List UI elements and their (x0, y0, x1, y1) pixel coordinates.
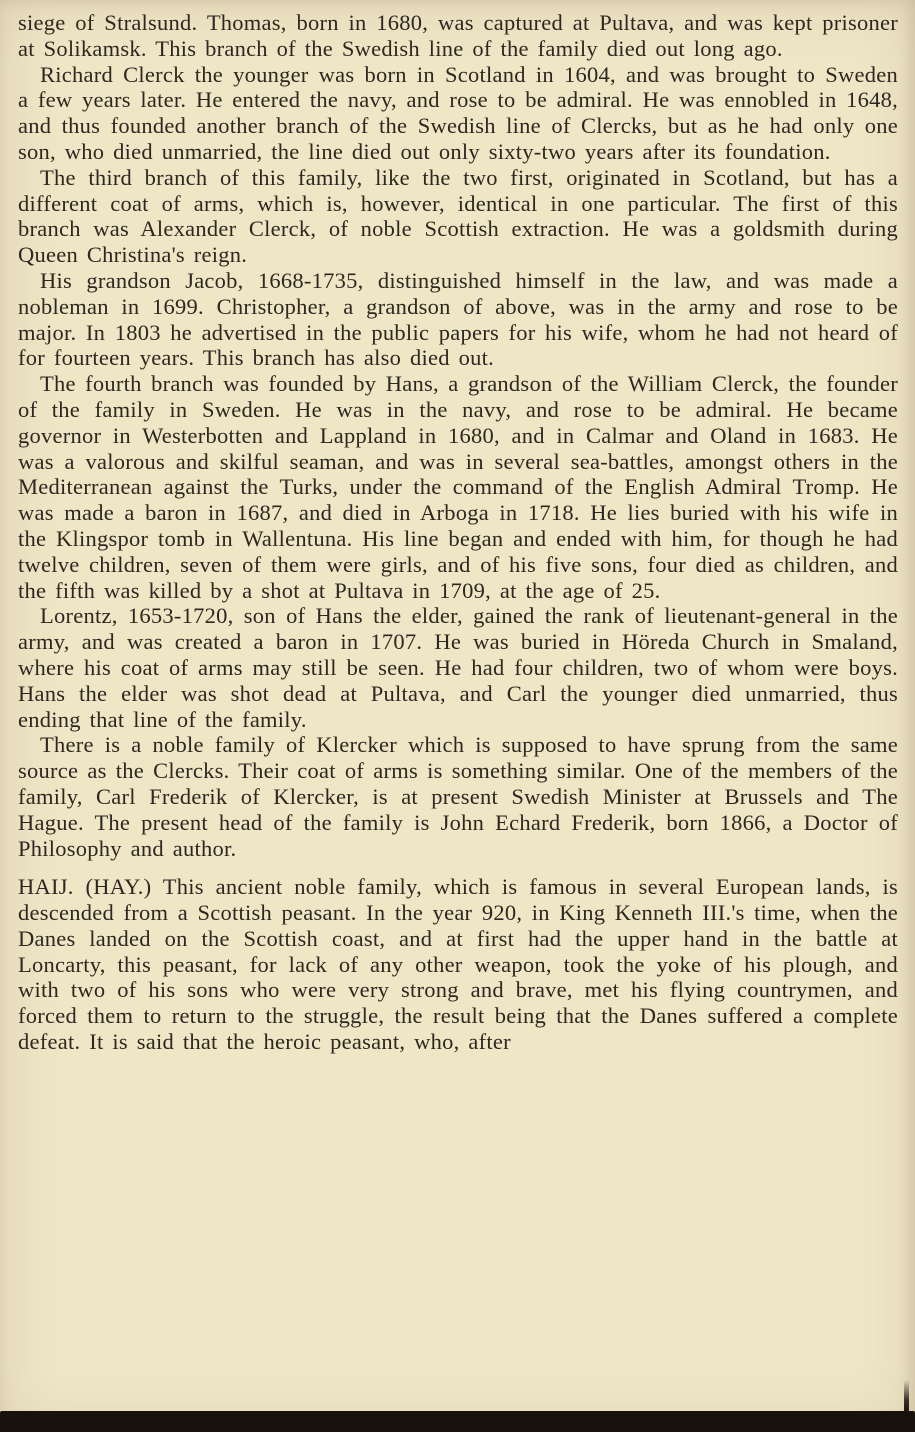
entry-paragraph-haij: HAIJ. (HAY.) This ancient noble family, which is famous in several European lands, is descended from a Scottish peasant. In the year 920, in King Kenneth III.'s time, when the Danes landed on the Scottish coast, and at first had the upper hand in the battle at Loncarty, this peasant, for lack of any other weapon, took the yoke of his plough, and with two of his sons who were very strong and brave, met his flying countrymen, and forced them to return to the struggle, the result being that the Danes suffered a complete defeat. It is said that the heroic peasant, who, after (18, 874, 898, 1055)
body-paragraph-klercker-family: There is a noble family of Klercker which is supposed to have sprung from the same source as the Clercks. Their coat of arms is something similar. One of the members of the family, Carl Frederik of Klercker, is at present Swedish Minister at Brussels and The Hague. The present head of the family is John Echard Frederik, born 1866, a Doctor of Philosophy and author. (18, 732, 898, 861)
body-paragraph-third-branch: The third branch of this family, like the two first, originated in Scotland, but has a different coat of arms, which is, however, identical in one particular. The first of this branch was Alexander Clerck, of noble Scottish extraction. He was a goldsmith during Queen Christina's reign. (18, 164, 898, 268)
scan-edge-bottom (0, 1411, 915, 1432)
body-paragraph-grandson-jacob: His grandson Jacob, 1668-1735, distinguished himself in the law, and was made a nobleman in 1699. Christopher, a grandson of above, was in the army and rose to be major. In 1803 he advertised in the public papers for his wife, whom he had not heard of for fourteen years. This branch has also died out. (18, 267, 898, 371)
body-paragraph-fourth-branch: The fourth branch was founded by Hans, a grandson of the William Clerck, the founder of the family in Sweden. He was in the navy, and rose to be admiral. He became governor in Westerbotten and Lappland in 1680, and in Calmar and Oland in 1683. He was a valorous and skilful seaman, and was in several sea-battles, amongst others in the Mediterranean against the Turks, under the command of the English Admiral Tromp. He was made a baron in 1687, and died in Arboga in 1718. He lies buried with his wife in the Klingspor tomb in Wallentuna. His line began and ended with him, for though he had twelve children, seven of them were girls, and of his five sons, four died as children, and the fifth was killed by a shot at Pultava in 1709, at the age of 25. (18, 371, 898, 603)
body-paragraph-lorentz: Lorentz, 1653-1720, son of Hans the elder, gained the rank of lieutenant-general in the army, and was created a baron in 1707. He was buried in Höreda Church in Smaland, where his coat of arms may still be seen. He had four children, two of whom were boys. Hans the elder was shot dead at Pultava, and Carl the younger died unmarried, thus ending that line of the family. (18, 603, 898, 732)
scan-edge-right (904, 1380, 909, 1414)
body-paragraph-richard-clerck: Richard Clerck the younger was born in Scotland in 1604, and was brought to Sweden a few years later. He entered the navy, and rose to be admiral. He was ennobled in 1648, and thus founded another branch of the Swedish line of Clercks, but as he had only one son, who died unmarried, the line died out only sixty-two years after its foundation. (18, 61, 898, 164)
page-text-block (18, 10, 898, 1055)
body-paragraph-stralsund-continuation: siege of Stralsund. Thomas, born in 1680, was captured at Pultava, and was kept prisoner at Solikamsk. This branch of the Swedish line of the family died out long ago. (18, 10, 898, 61)
